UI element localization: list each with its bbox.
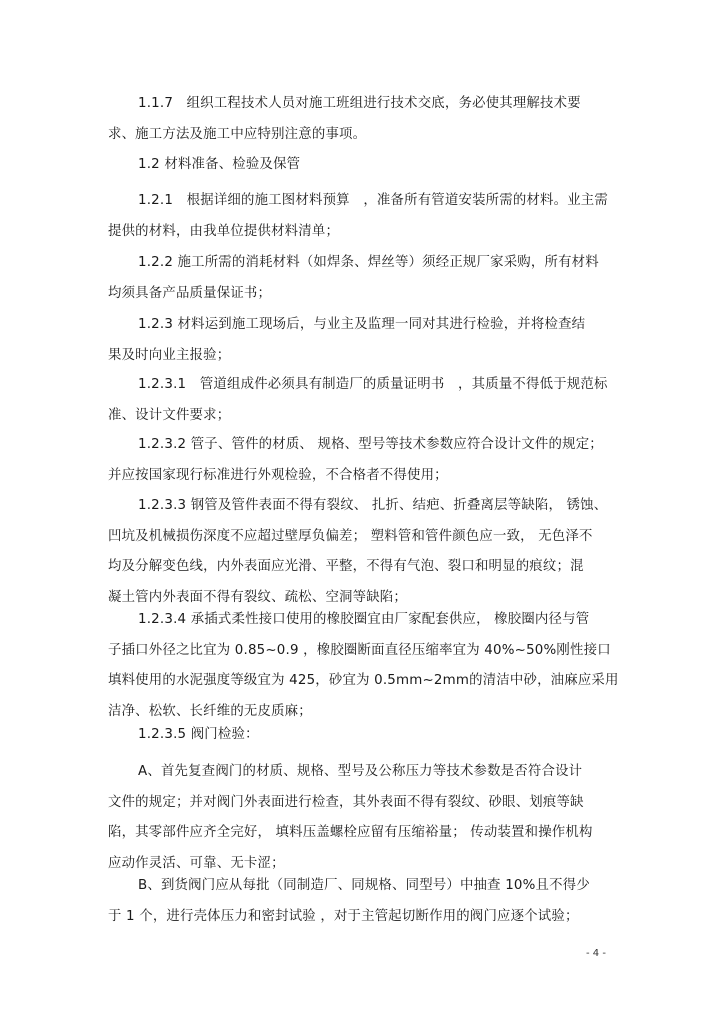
text-line: 准、设计文件要求； [108, 407, 231, 423]
paragraph-1-2-3-5 [108, 720, 620, 751]
paragraph-1-1-7 [108, 89, 620, 150]
paragraph-1-2-3-4 [108, 605, 620, 727]
text-line: 陷，其零部件应齐全完好， 填料压盖螺栓应留有压缩裕量； 传动装置和操作机构 [108, 825, 593, 840]
text-line: 求、施工方法及施工中应特别注意的事项。 [108, 126, 367, 142]
text-line: 子插口外径之比宜为 0.85~0.9 ，橡胶圈断面直径压缩率宜为 40%~50%刚性接口 [108, 642, 611, 658]
text-line: 果及时向业主报验； [108, 347, 231, 363]
text-line: 1.2.2 施工所需的消耗材料（如焊条、焊丝等）须经正规厂家采购，所有材料 [138, 255, 599, 270]
text-line: 于 1 个，进行壳体压力和密封试验 ，对于主管起切断作用的阀门应逐个试验； [108, 908, 579, 924]
text-line: 1.2.3.4 承插式柔性接口使用的橡胶圈宜由厂家配套供应， 橡胶圈内径与管 [138, 612, 590, 627]
text-line: 1.2.3.1 管道组成件必须具有制造厂的质量证明书 ，其质量不得低于规范标 [138, 377, 608, 392]
text-line: 1.2 材料准备、检验及保管 [138, 157, 301, 172]
text-line: 1.1.7 组织工程技术人员对施工班组进行技术交底，务必使其理解技术要 [138, 96, 581, 111]
text-line: 1.2.1 根据详细的施工图材料预算 ，准备所有管道安装所需的材料。业主需 [138, 193, 608, 208]
paragraph-1-2-1 [108, 186, 620, 247]
paragraph-1-2-2 [108, 248, 620, 309]
text-line: 文件的规定；并对阀门外表面进行检查，其外表面不得有裂纹、砂眼、划痕等缺 [108, 794, 584, 810]
text-line: 洁净、松软、长纤维的无皮质麻； [108, 703, 312, 719]
paragraph-item-a [108, 757, 620, 879]
text-line: 应动作灵活、可靠、无卡涩； [108, 855, 285, 871]
text-line: A、首先复查阀门的材质、规格、型号及公称压力等技术参数是否符合设计 [138, 764, 583, 779]
text-line: 1.2.3.5 阀门检验： [138, 727, 259, 742]
text-line: B、到货阀门应从每批（同制造厂、同规格、同型号）中抽查 10%且不得少 [138, 878, 590, 893]
paragraph-item-b [108, 871, 620, 932]
text-line: 均须具备产品质量保证书； [108, 285, 272, 301]
page-number: - 4 - [586, 948, 606, 959]
paragraph-1-2-3 [108, 310, 620, 371]
text-line: 1.2.3.2 管子、管件的材质、 规格、型号等技术参数应符合设计文件的规定； [138, 437, 603, 452]
section-heading-1-2 [108, 150, 620, 181]
paragraph-1-2-3-3 [108, 491, 620, 613]
text-line: 均及分解变色线，内外表面应光滑、平整，不得有气泡、裂口和明显的痕纹；混 [108, 559, 584, 574]
text-line: 填料使用的水泥强度等级宜为 425，砂宜为 0.5mm~2mm的清洁中砂，油麻应采用 [108, 673, 619, 688]
text-line: 1.2.3.3 钢管及管件表面不得有裂纹、 扎折、结疤、折叠离层等缺陷， 锈蚀、 [138, 498, 608, 513]
paragraph-1-2-3-2 [108, 430, 620, 491]
paragraph-1-2-3-1 [108, 370, 620, 431]
text-line: 凝土管内外表面不得有裂纹、疏松、空洞等缺陷； [108, 589, 407, 605]
text-line: 凹坑及机械损伤深度不应超过壁厚负偏差； 塑料管和管件颜色应一致， 无色泽不 [108, 528, 593, 544]
text-line: 并应按国家现行标准进行外观检验，不合格者不得使用； [108, 467, 448, 483]
text-line: 提供的材料，由我单位提供材料清单； [108, 223, 340, 239]
text-line: 1.2.3 材料运到施工现场后，与业主及监理一同对其进行检验，并将检查结 [138, 317, 586, 332]
